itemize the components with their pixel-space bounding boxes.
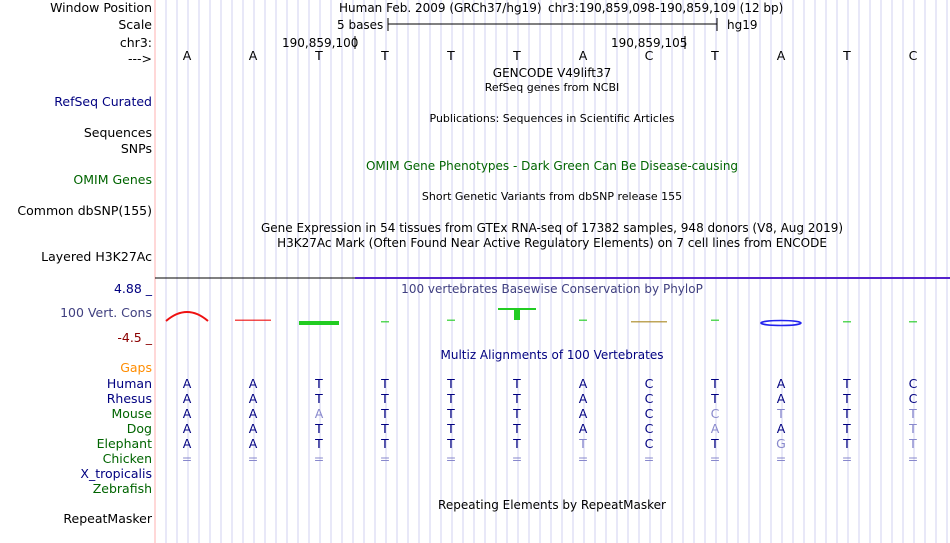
phylop-mark [299, 321, 339, 325]
species-label[interactable]: Chicken [102, 451, 152, 466]
common-dbsnp-label[interactable]: Common dbSNP(155) [17, 203, 152, 218]
alignment-base: T [381, 436, 389, 451]
phylop-mark [447, 320, 455, 322]
species-label[interactable]: Rhesus [106, 391, 152, 406]
alignment-base: A [578, 376, 588, 391]
alignment-base: T [843, 421, 851, 436]
alignment-base: C [644, 406, 654, 421]
chrom-label: chr3: [119, 35, 152, 50]
base-letter: A [578, 48, 588, 63]
species-label[interactable]: Mouse [111, 406, 152, 421]
phylop-mark [166, 312, 208, 321]
alignment-base: = [841, 451, 853, 466]
alignment-base: A [182, 406, 192, 421]
phylop-mark [235, 320, 271, 322]
phylop-mark [579, 320, 587, 322]
repeatmasker-label[interactable]: RepeatMasker [63, 511, 152, 526]
vert-cons-label[interactable]: 100 Vert. Cons [60, 305, 152, 320]
base-letter: T [381, 48, 389, 63]
species-label[interactable]: Dog [126, 421, 152, 436]
species-label[interactable]: Elephant [96, 436, 152, 451]
alignment-base: T [711, 391, 719, 406]
alignment-base: T [315, 391, 323, 406]
alignment-base: T [843, 406, 851, 421]
cons-max-label: 4.88 _ [113, 281, 152, 296]
alignment-base: T [843, 376, 851, 391]
alignment-base: T [381, 406, 389, 421]
alignment-base: T [579, 436, 587, 451]
alignment-base: A [248, 391, 258, 406]
alignment-base: T [909, 436, 917, 451]
base-letter: T [315, 48, 323, 63]
base-letter: C [908, 48, 918, 63]
multiz-title[interactable]: Multiz Alignments of 100 Vertebrates [440, 348, 664, 362]
publications-title[interactable]: Publications: Sequences in Scientific Articles [429, 112, 675, 125]
alignment-base: = [511, 451, 523, 466]
alignment-base: T [381, 376, 389, 391]
base-letter: A [776, 48, 786, 63]
h3k27ac-title[interactable]: H3K27Ac Mark (Often Found Near Active Regulatory Elements) on 7 cell lines from ENCODE [277, 236, 827, 250]
alignment-base: C [710, 406, 720, 421]
alignment-base: T [843, 391, 851, 406]
dbsnp-title[interactable]: Short Genetic Variants from dbSNP release 155 [421, 190, 683, 203]
phylop-title[interactable]: 100 vertebrates Basewise Conservation by PhyloP [401, 282, 703, 296]
alignment-base: T [909, 406, 917, 421]
alignment-base: T [315, 421, 323, 436]
alignment-base: A [578, 391, 588, 406]
alignment-base: A [578, 406, 588, 421]
gencode-title[interactable]: GENCODE V49lift37 [492, 66, 612, 80]
alignment-base: T [843, 436, 851, 451]
alignment-base: = [577, 451, 589, 466]
alignment-base: T [777, 406, 785, 421]
coord-left-text: 190,859,100 [282, 36, 359, 50]
alignment-base: A [710, 421, 720, 436]
alignment-base: C [644, 391, 654, 406]
alignment-base: = [181, 451, 193, 466]
refseq-curated-label[interactable]: RefSeq Curated [54, 94, 152, 109]
alignment-base: = [379, 451, 391, 466]
alignment-base: T [447, 391, 455, 406]
alignment-base: = [775, 451, 787, 466]
phylop-mark [761, 321, 801, 326]
base-letter: A [182, 48, 192, 63]
alignment-base: A [182, 421, 192, 436]
alignment-base: = [247, 451, 259, 466]
alignment-base: = [709, 451, 721, 466]
alignment-base: A [248, 376, 258, 391]
species-label[interactable]: Zebrafish [92, 481, 152, 496]
gtex-title[interactable]: Gene Expression in 54 tissues from GTEx RNA-seq of 17382 samples, 948 donors (V8, Aug 2019) [260, 221, 844, 235]
position-text: chr3:190,859,098-190,859,109 (12 bp) [548, 1, 784, 15]
phylop-mark [843, 321, 851, 323]
alignment-base: C [644, 421, 654, 436]
alignment-base: T [711, 376, 719, 391]
alignment-base: T [447, 421, 455, 436]
alignment-base: A [776, 421, 786, 436]
alignment-base: T [513, 421, 521, 436]
scale-db-text: hg19 [727, 18, 758, 32]
base-letter: T [711, 48, 719, 63]
refseq-ncbi-title[interactable]: RefSeq genes from NCBI [484, 81, 620, 94]
alignment-base: T [513, 406, 521, 421]
alignment-base: T [315, 376, 323, 391]
phylop-mark [631, 321, 667, 323]
phylop-mark [711, 320, 719, 322]
base-letter: C [644, 48, 654, 63]
strand-arrow-label[interactable]: ---> [127, 51, 152, 66]
layered-h3k27ac-label[interactable]: Layered H3K27Ac [41, 249, 152, 264]
alignment-base: A [248, 436, 258, 451]
alignment-base: T [315, 436, 323, 451]
window-position-label: Window Position [50, 0, 152, 15]
alignment-base: T [447, 376, 455, 391]
omim-phenotypes-title[interactable]: OMIM Gene Phenotypes - Dark Green Can Be Disease-causing [365, 159, 739, 173]
omim-genes-label[interactable]: OMIM Genes [73, 172, 152, 187]
phylop-mark [514, 308, 520, 320]
sequences-label[interactable]: Sequences [83, 125, 152, 140]
alignment-base: T [513, 391, 521, 406]
alignment-base: A [776, 391, 786, 406]
base-letter: T [513, 48, 521, 63]
alignment-base: = [643, 451, 655, 466]
alignment-base: G [776, 436, 786, 451]
alignment-base: C [644, 376, 654, 391]
alignment-base: A [776, 376, 786, 391]
alignment-base: = [445, 451, 457, 466]
assembly-text: Human Feb. 2009 (GRCh37/hg19) [339, 1, 542, 15]
alignment-base: A [248, 421, 258, 436]
alignment-base: A [314, 406, 324, 421]
alignment-base: A [248, 406, 258, 421]
species-label[interactable]: X_tropicalis [80, 466, 152, 481]
alignment-base: T [909, 421, 917, 436]
alignment-base: C [908, 376, 918, 391]
base-letter: T [447, 48, 455, 63]
alignment-base: A [578, 421, 588, 436]
base-letter: T [843, 48, 851, 63]
alignment-base: T [711, 436, 719, 451]
base-letter: A [248, 48, 258, 63]
phylop-mark [909, 321, 917, 323]
gaps-label[interactable]: Gaps [120, 360, 152, 375]
alignment-base: = [313, 451, 325, 466]
alignment-base: T [381, 391, 389, 406]
scale-label: Scale [118, 17, 152, 32]
repeatmasker-title[interactable]: Repeating Elements by RepeatMasker [438, 498, 666, 512]
coord-right-text: 190,859,105 [611, 36, 688, 50]
alignment-base: A [182, 391, 192, 406]
phylop-mark [381, 321, 389, 323]
alignment-base: A [182, 376, 192, 391]
alignment-base: T [381, 421, 389, 436]
cons-min-label: -4.5 _ [117, 330, 152, 345]
alignment-base: T [447, 406, 455, 421]
alignment-base: C [644, 436, 654, 451]
alignment-base: A [182, 436, 192, 451]
snps-label[interactable]: SNPs [120, 141, 152, 156]
alignment-base: T [447, 436, 455, 451]
alignment-base: = [907, 451, 919, 466]
alignment-base: T [513, 436, 521, 451]
alignment-base: T [513, 376, 521, 391]
scale-bases-text: 5 bases [337, 18, 384, 32]
species-label[interactable]: Human [106, 376, 152, 391]
alignment-base: C [908, 391, 918, 406]
